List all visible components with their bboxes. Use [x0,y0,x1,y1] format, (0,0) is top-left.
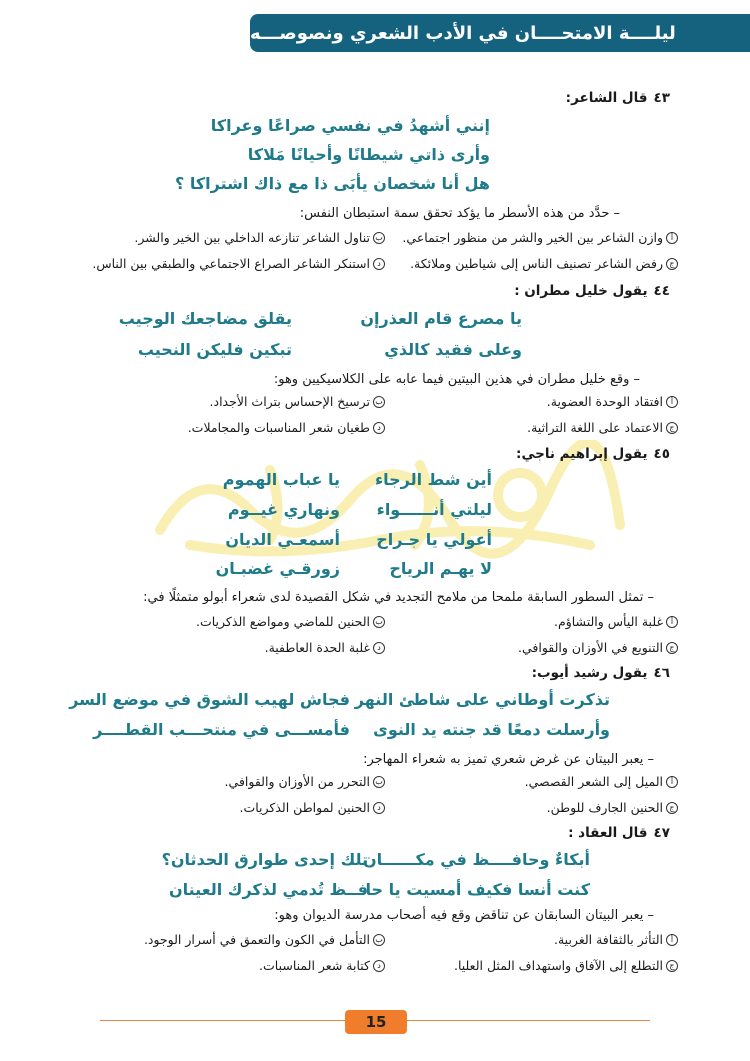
option-marker: ب [373,232,385,244]
question-prompt: – يعبر البيتان عن غرض شعري تميز به شعراء المهاجر: [363,752,654,767]
option-d[interactable]: د استنكر الشاعر الصراع الاجتماعي والطبقي بين الناس. [92,256,385,271]
option-c[interactable]: ج التطلع إلى الآفاق واستهداف المثل العليا. [454,958,678,973]
verse-hemistich: أعولي يا جـراح [376,530,492,549]
verse-hemistich: لا يهـم الرياح [389,559,492,578]
option-c[interactable]: ج الاعتماد على اللغة التراثية. [527,420,678,435]
verse-hemistich: فــظ تُدمي لذكرك العينان [168,880,368,899]
verse-hemistich: أبكاءٌ وحافــــظ في مكــــــان [362,850,590,869]
option-d[interactable]: د غلبة الحدة العاطفية. [265,640,385,655]
question-prompt: – يعبر البيتان السابقان عن تناقض وقع فيه أصحاب مدرسة الديوان وهو: [274,908,654,923]
question-header-46: ٤٦ يقول رشيد أيوب: [531,665,670,681]
question-number: ٤٣ [653,90,670,106]
option-d[interactable]: د الحنين لمواطن الذكريات. [239,800,385,815]
question-intro: قال الشاعر: [565,90,648,106]
option-c[interactable]: ج التنويع في الأوزان والقوافي. [518,640,678,655]
verse-hemistich: ليلتي أنــــــواء [376,500,492,519]
option-marker: أ [666,232,678,244]
verse-hemistich: كنت أنسا فكيف أمسيت يا حا [365,880,590,899]
option-b[interactable]: ب تناول الشاعر تنازعه الداخلي بين الخير والشر. [134,230,385,245]
verse-hemistich: أين شط الرجاء [374,470,492,489]
question-header-43 [566,90,670,106]
option-d[interactable]: د كتابة شعر المناسبات. [259,958,385,973]
verse-hemistich: يا مصرع قام العذرإن [360,309,522,328]
verse-hemistich: تبكين فليكن النحيب [137,340,292,359]
question-prompt: – وقع خليل مطران في هذين البيتين فيما عابه على الكلاسيكيين وهو: [273,372,640,387]
question-prompt: – حدَّد من هذه الأسطر ما يؤكد تحقق سمة استبطان النفس: [299,206,620,221]
option-b[interactable]: ب التأمل في الكون والتعمق في أسرار الوجود. [144,932,385,947]
option-d[interactable]: د طغيان شعر المناسبات والمجاملات. [188,420,385,435]
question-prompt: – تمثل السطور السابقة ملمحا من ملامح التجديد في شكل القصيدة لدى شعراء أبولو متمثلًا في: [143,590,654,605]
option-marker: د [373,258,385,270]
verse-hemistich: فأمســـى في منتحـــب القطــــر [93,720,350,739]
verse-line: إنني أشهدُ في نفسي صراعًا وعراكا [210,116,490,135]
verse-hemistich: وعلى فقيد كالذي [384,340,522,359]
option-a[interactable]: أ الميل إلى الشعر القصصي. [525,774,678,789]
verse-line: وأرى ذاتي شيطانًا وأحيانًا مَلاكا [247,145,490,164]
verse-hemistich: يقلق مضاجعك الوجيب [118,309,292,328]
verse-hemistich: وأرسلت دمعًا قد جنته يد النوى [373,720,610,739]
question-header-45: ٤٥ يقول إبراهيم ناجي: [516,446,670,462]
verse-hemistich: تلك إحدى طوارق الحدثان؟ [161,850,368,869]
option-c[interactable]: ج رفض الشاعر تصنيف الناس إلى شياطين وملائكة. [410,256,678,271]
option-a[interactable]: أ غلبة اليأس والتشاؤم. [554,614,678,629]
verse-hemistich: فجاش لهيب الشوق في موضع السر [69,690,350,709]
option-marker: ج [666,258,678,270]
option-a[interactable]: أ افتقاد الوحدة العضوية. [547,394,678,409]
verse-hemistich: زورقـي غضبـان [215,559,340,578]
verse-hemistich: يا عباب الهموم [222,470,340,489]
option-b[interactable]: ب الحنين للماضي ومواضع الذكريات. [196,614,385,629]
page-title: ليلــــة الامتحــــان في الأدب الشعري ونصوصـــه [250,22,676,44]
verse-hemistich: أسمعـي الديان [225,530,340,549]
question-header-47: ٤٧ قال العقاد : [568,825,670,841]
option-a[interactable]: أ وازن الشاعر بين الخير والشر من منظور اجتماعي. [402,230,678,245]
verse-line: هل أنا شخصان يأبَى ذا مع ذاك اشتراكا ؟ [174,174,490,193]
option-b[interactable]: ب التحرر من الأوزان والقوافي. [225,774,385,789]
verse-hemistich: ونهاري غيــوم [227,500,340,519]
option-c[interactable]: ج الحنين الجارف للوطن. [547,800,678,815]
question-header-44: ٤٤ يقول خليل مطران : [514,283,670,299]
page-number: 15 [345,1010,407,1034]
option-a[interactable]: أ التأثر بالثقافة الغربية. [554,932,678,947]
option-b[interactable]: ب ترسيخ الإحساس بتراث الأجداد. [210,394,385,409]
verse-hemistich: تذكرت أوطاني على شاطئ النهر [354,690,610,709]
